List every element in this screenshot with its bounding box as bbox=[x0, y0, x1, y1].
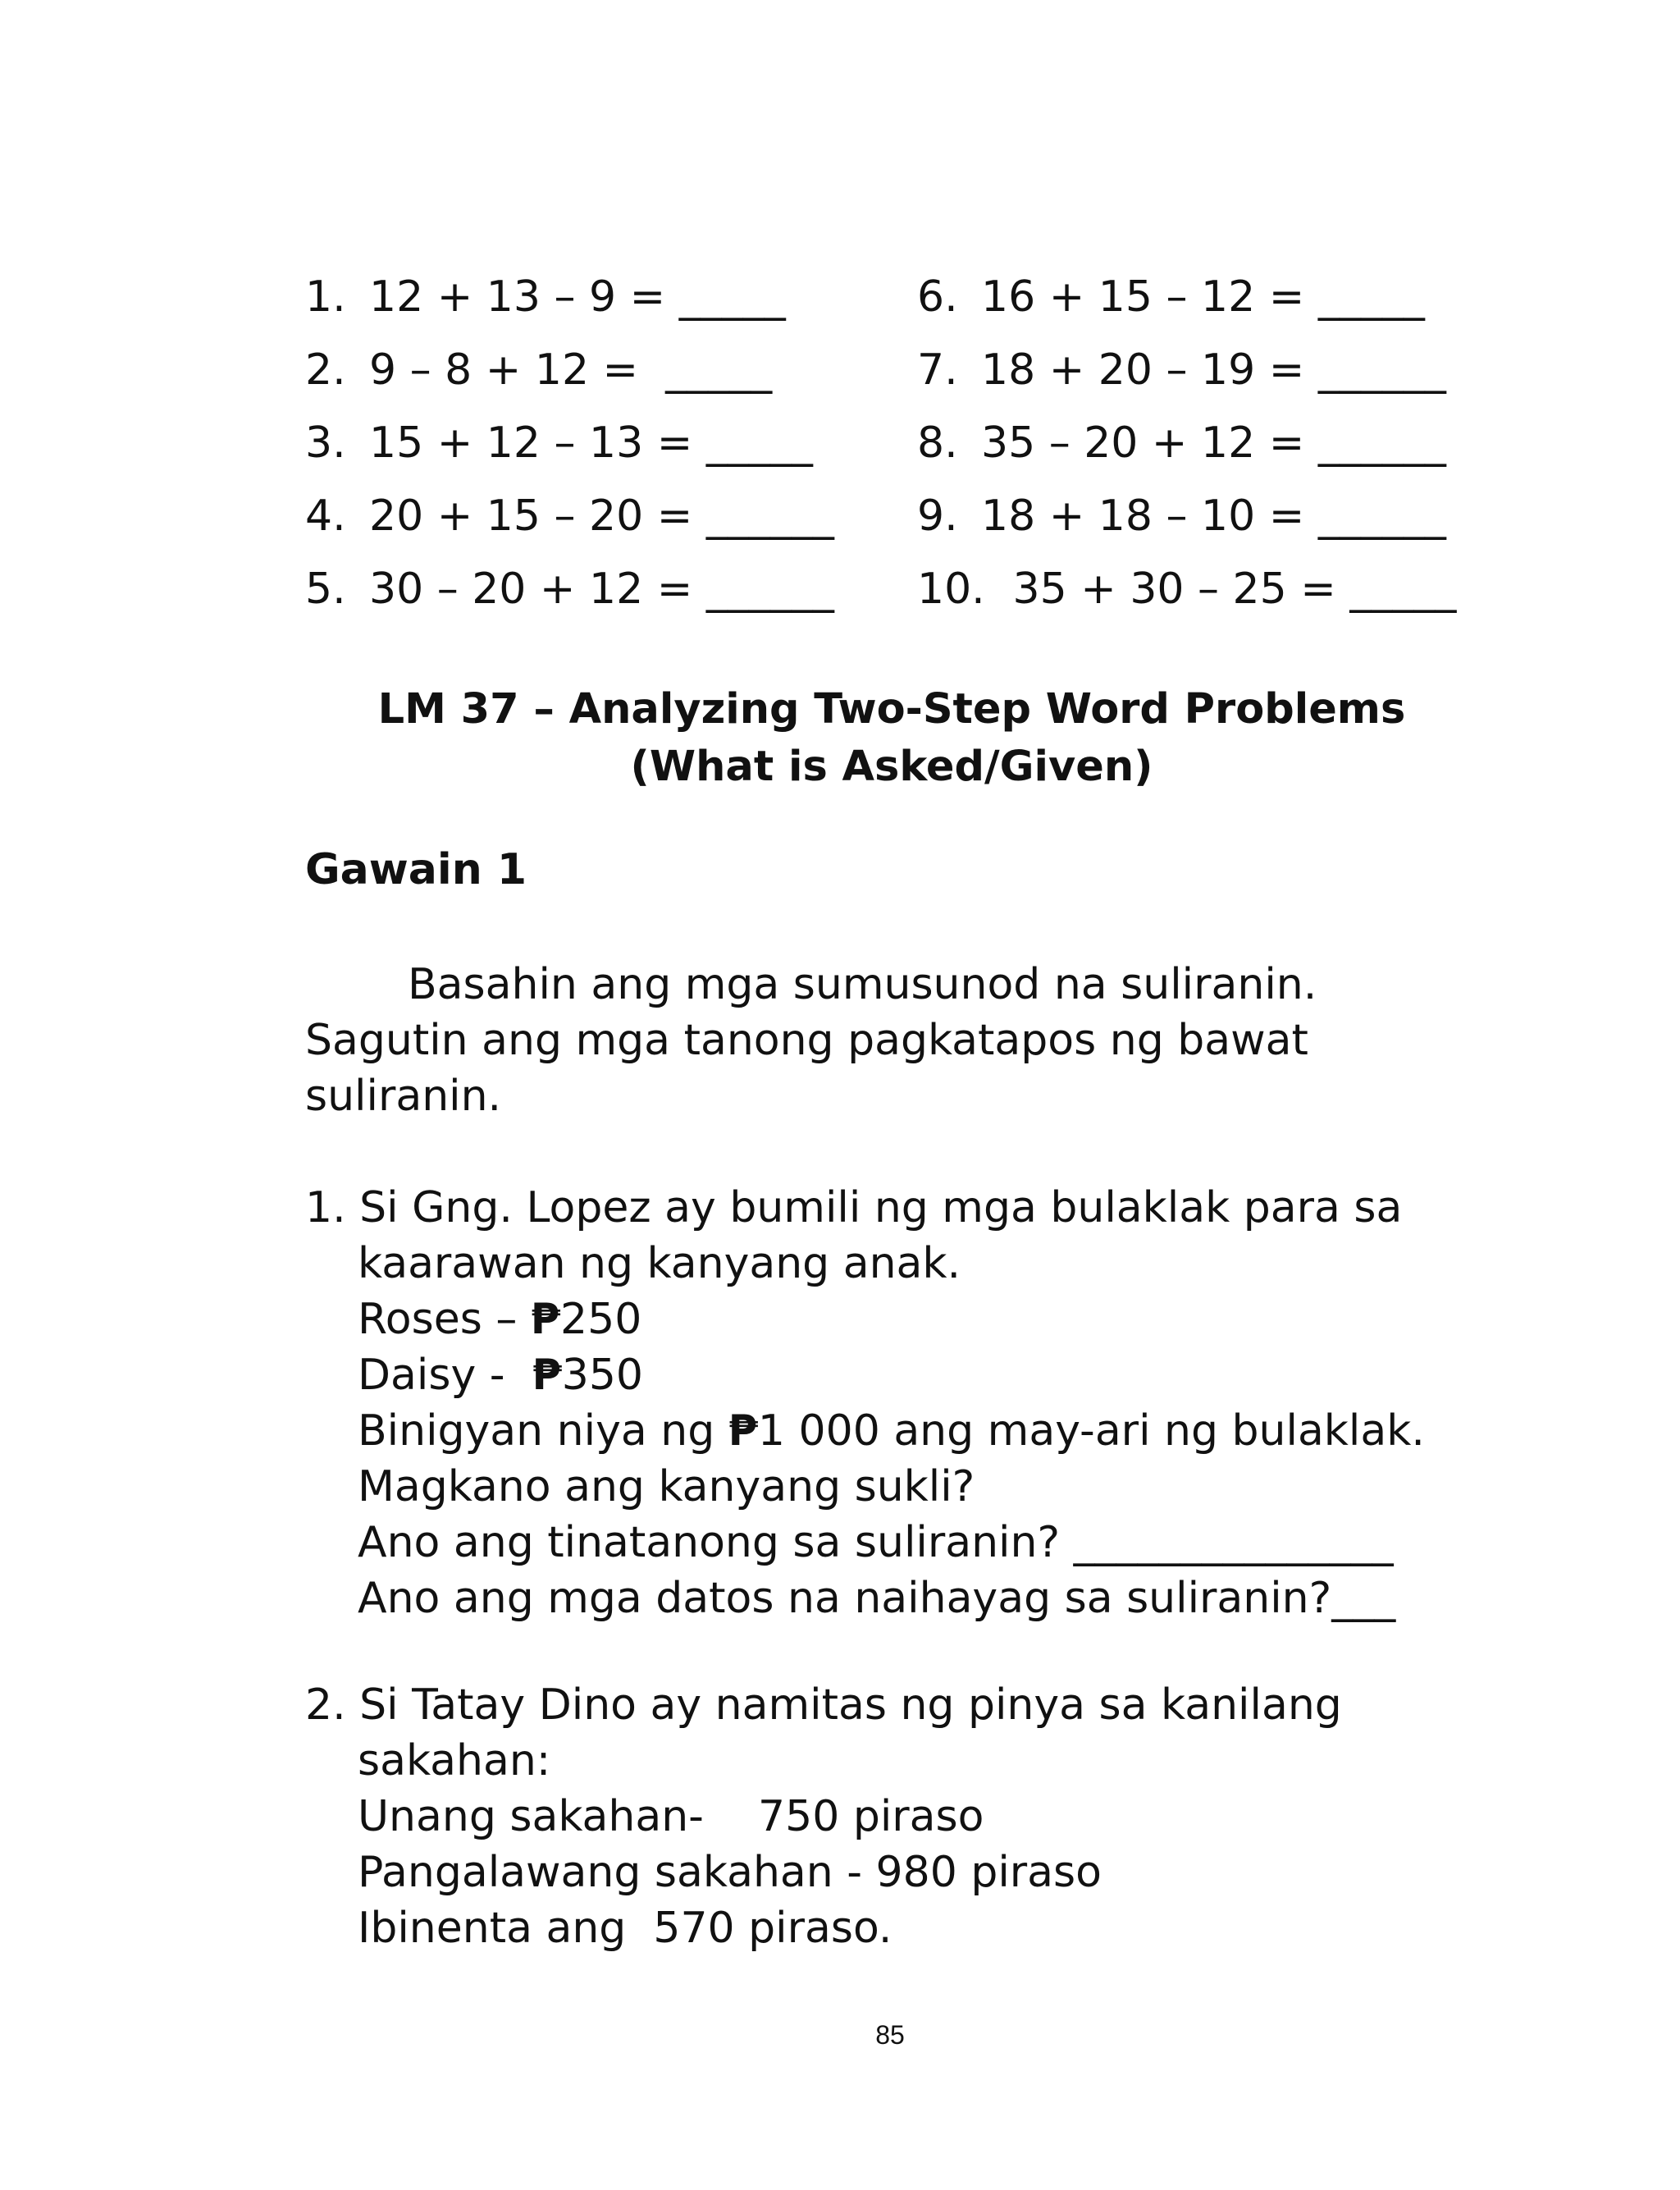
exercise-number: 5. bbox=[305, 565, 346, 614]
exercise-item bbox=[917, 261, 1456, 334]
problem-line bbox=[305, 1180, 1486, 1236]
problem-line: Ibinenta ang 570 piraso. bbox=[358, 1904, 892, 1953]
problem-text: Si Tatay Dino ay namitas ng pinya sa kanilang bbox=[359, 1680, 1342, 1730]
exercise-expression: 35 + 30 – 25 = _____ bbox=[999, 565, 1457, 614]
exercise-number: 6. bbox=[917, 272, 958, 322]
price-amount: 350 bbox=[561, 1351, 644, 1400]
exercise-item bbox=[305, 553, 834, 626]
question-given-line: Ano ang mga datos na naihayag sa suliranin?___ bbox=[358, 1574, 1396, 1623]
lesson-title: LM 37 – Analyzing Two-Step Word Problems (What is Asked/Given) bbox=[377, 685, 1406, 791]
problem-line: sakahan: bbox=[358, 1736, 551, 1785]
instructions-paragraph bbox=[305, 957, 1486, 1124]
exercise-number: 1. bbox=[305, 272, 346, 322]
exercise-expression: 9 – 8 + 12 = _____ bbox=[369, 345, 773, 395]
exercise-item bbox=[917, 407, 1456, 480]
instructions-text: Basahin ang mga sumusunod na suliranin. Sagutin ang mga tanong pagkatapos ng bawat suliranin. bbox=[305, 960, 1317, 1121]
question-asked-line: Ano ang tinatanong sa suliranin? _______________ bbox=[358, 1518, 1394, 1567]
peso-sign-icon: ₱ bbox=[532, 1351, 562, 1400]
price-line-daisy bbox=[305, 1347, 1486, 1403]
exercise-number: 10. bbox=[917, 565, 985, 614]
exercise-column-right bbox=[917, 261, 1456, 626]
exercise-item bbox=[305, 334, 834, 407]
exercise-number: 2. bbox=[305, 345, 346, 395]
exercise-number: 7. bbox=[917, 345, 958, 395]
price-amount: 250 bbox=[560, 1295, 642, 1344]
problem-number: 1. bbox=[305, 1183, 346, 1232]
word-problem-2 bbox=[305, 1677, 1486, 1956]
peso-sign-icon: ₱ bbox=[728, 1406, 758, 1456]
exercise-number: 3. bbox=[305, 418, 346, 468]
given-text: 1 000 ang may-ari ng bulaklak. bbox=[757, 1406, 1425, 1456]
price-item: Roses – bbox=[358, 1295, 531, 1344]
problem-text: Si Gng. Lopez ay bumili ng mga bulaklak para sa bbox=[359, 1183, 1403, 1232]
question-line: Magkano ang kanyang sukli? bbox=[358, 1462, 975, 1511]
problem-line: Unang sakahan- 750 piraso bbox=[358, 1792, 984, 1841]
exercise-expression: 35 – 20 + 12 = ______ bbox=[981, 418, 1446, 468]
problem-line: Pangalawang sakahan - 980 piraso bbox=[358, 1848, 1102, 1897]
exercise-expression: 15 + 12 – 13 = _____ bbox=[369, 418, 813, 468]
given-amount-line bbox=[305, 1403, 1486, 1459]
price-line-roses bbox=[305, 1292, 1486, 1347]
exercise-item bbox=[917, 553, 1456, 626]
peso-sign-icon: ₱ bbox=[530, 1295, 561, 1344]
price-item: Daisy - bbox=[358, 1351, 532, 1400]
exercise-expression: 18 + 20 – 19 = ______ bbox=[981, 345, 1446, 395]
problem-line: kaarawan ng kanyang anak. bbox=[358, 1239, 961, 1288]
exercise-item bbox=[305, 480, 834, 553]
word-problem-1 bbox=[305, 1180, 1486, 1626]
problem-number: 2. bbox=[305, 1680, 346, 1730]
exercise-expression: 18 + 18 – 10 = ______ bbox=[981, 491, 1446, 541]
problem-line bbox=[305, 1677, 1486, 1733]
exercise-column-left bbox=[305, 261, 834, 626]
given-text: Binigyan niya ng bbox=[358, 1406, 728, 1456]
exercise-expression: 12 + 13 – 9 = _____ bbox=[369, 272, 786, 322]
exercise-expression: 16 + 15 – 12 = _____ bbox=[981, 272, 1425, 322]
exercise-item bbox=[305, 261, 834, 334]
exercise-item bbox=[917, 480, 1456, 553]
exercise-number: 4. bbox=[305, 491, 346, 541]
exercise-expression: 20 + 15 – 20 = ______ bbox=[369, 491, 834, 541]
exercise-expression: 30 – 20 + 12 = ______ bbox=[369, 565, 834, 614]
exercise-item bbox=[305, 407, 834, 480]
page-number: 85 bbox=[875, 2020, 905, 2050]
activity-heading: Gawain 1 bbox=[305, 845, 527, 894]
exercise-item bbox=[917, 334, 1456, 407]
exercise-number: 9. bbox=[917, 491, 958, 541]
exercise-number: 8. bbox=[917, 418, 958, 468]
